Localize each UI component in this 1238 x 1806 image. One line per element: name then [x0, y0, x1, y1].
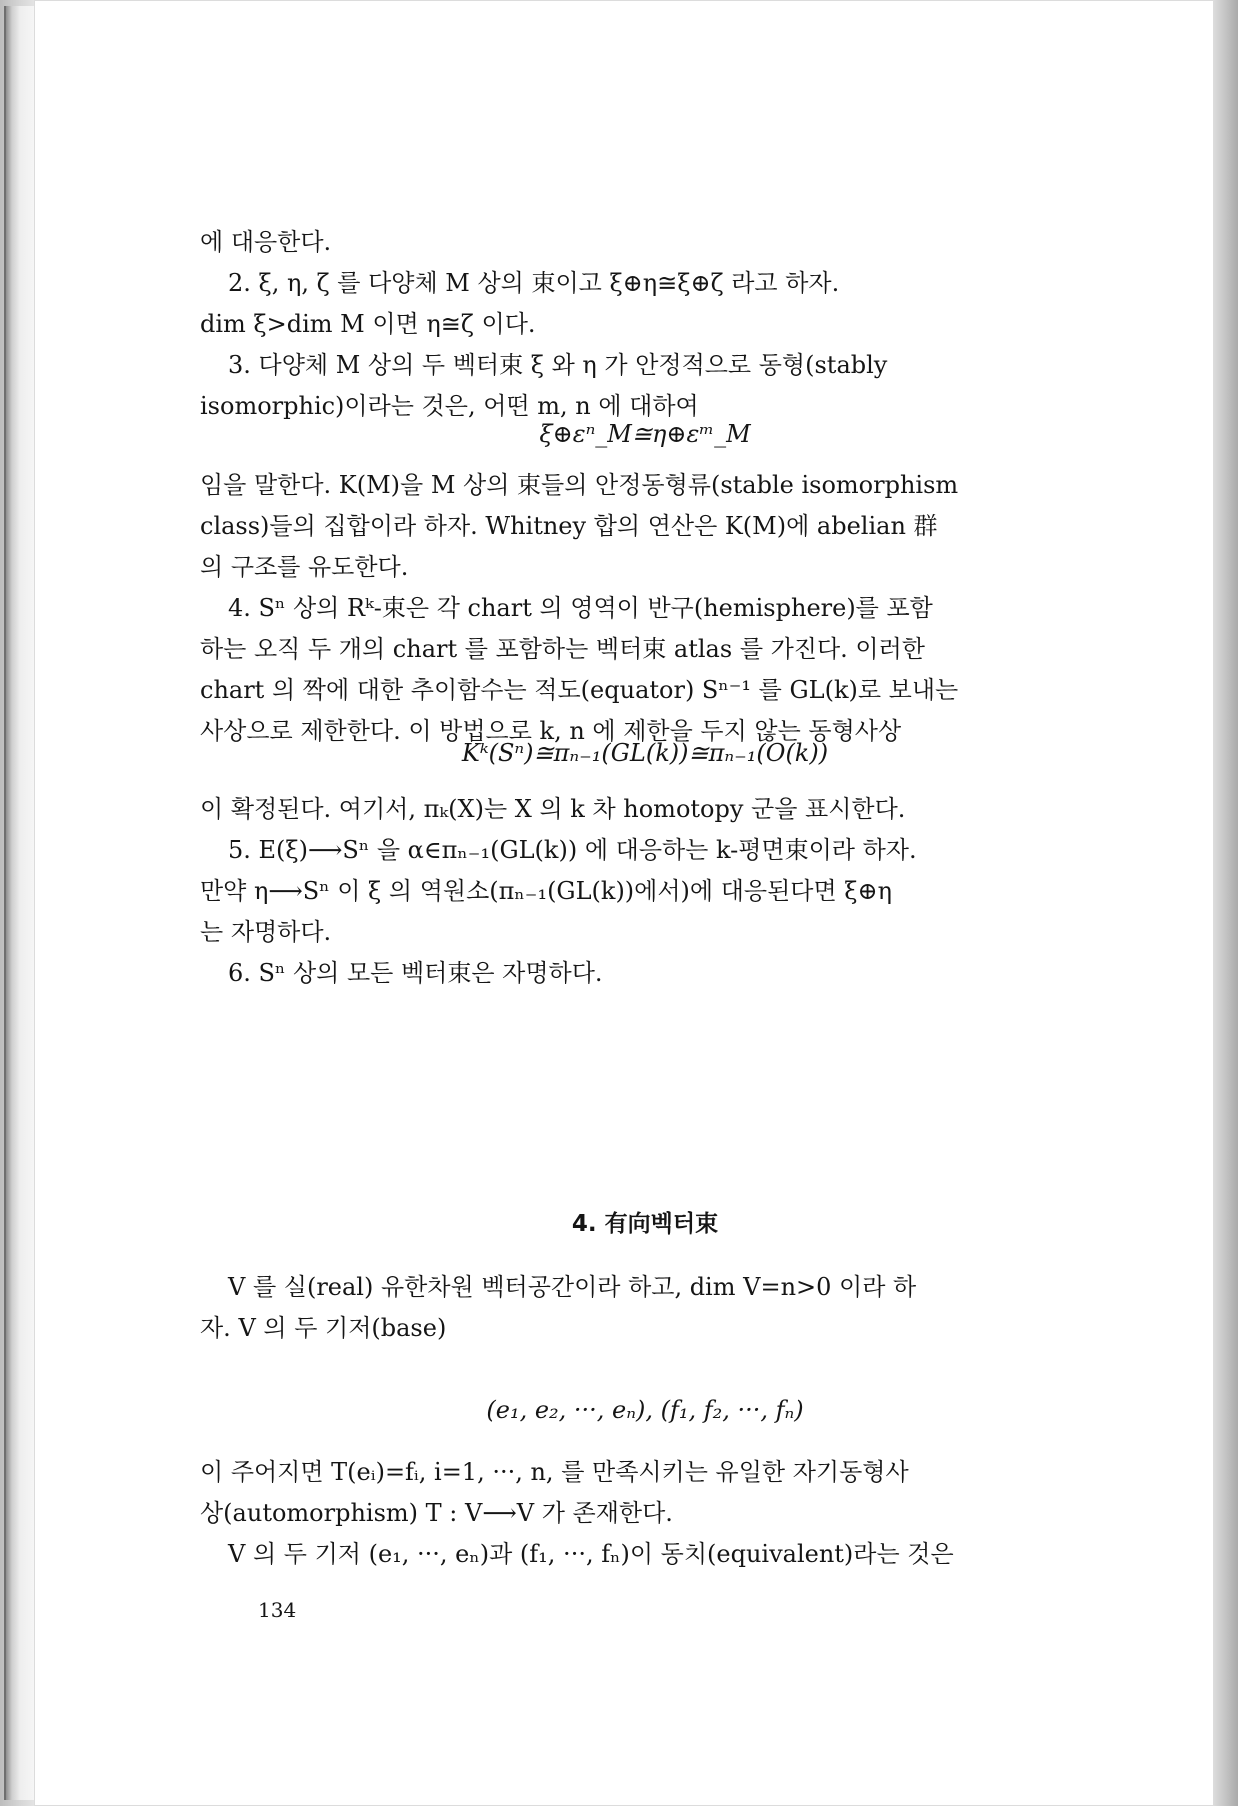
text-line: V 를 실(real) 유한차원 벡터공간이라 하고, dim V=n>0 이라 하: [228, 1273, 917, 1301]
paragraph-block-1: [200, 222, 1090, 427]
paragraph-block-4: [200, 1267, 1090, 1349]
text-line: 에 대응한다.: [200, 228, 332, 256]
text-line: 는 자명하다.: [200, 918, 332, 946]
text-line: class)들의 집합이라 하자. Whitney 합의 연산은 K(M)에 abelian 群: [200, 512, 938, 540]
text-line: dim ξ>dim M 이면 η≅ζ 이다.: [200, 310, 536, 338]
equation-block-2: [200, 733, 1090, 774]
equation: ξ⊕εⁿ_M≅η⊕εᵐ_M: [539, 420, 751, 448]
text-line: V 의 두 기저 (e₁, ···, eₙ)과 (f₁, ···, fₙ)이 동치(equivalent)라는 것은: [228, 1540, 954, 1568]
equation-block-3: [200, 1390, 1090, 1431]
text-line: 임을 말한다. K(M)을 M 상의 束들의 안정동형류(stable isomorphism: [200, 471, 959, 499]
paragraph-block-5: [200, 1452, 1090, 1575]
section-title: 4. 有向벡터束: [571, 1211, 719, 1237]
equation: Kᵏ(Sⁿ)≅πₙ₋₁(GL(k))≅πₙ₋₁(O(k)): [461, 739, 829, 767]
paragraph-block-3: [200, 789, 1090, 994]
text-line: 자. V 의 두 기저(base): [200, 1314, 447, 1342]
text-line: 만약 η⟶Sⁿ 이 ξ 의 역원소(πₙ₋₁(GL(k))에서)에 대응된다면 ξ⊕η: [200, 877, 892, 905]
text-line: 5. E(ξ)⟶Sⁿ 을 α∈πₙ₋₁(GL(k)) 에 대응하는 k-평면束이라 하자.: [228, 836, 917, 864]
text-line: chart 의 짝에 대한 추이함수는 적도(equator) Sⁿ⁻¹ 를 GL(k)로 보내는: [200, 676, 959, 704]
text-line: 이 주어지면 T(eᵢ)=fᵢ, i=1, ···, n, 를 만족시키는 유일한 자기동형사: [200, 1458, 909, 1486]
text-line: 하는 오직 두 개의 chart 를 포함하는 벡터束 atlas 를 가진다. 이러한: [200, 635, 925, 663]
paragraph-block-2: [200, 465, 1090, 752]
text-line: 2. ξ, η, ζ 를 다양체 M 상의 束이고 ξ⊕η≅ξ⊕ζ 라고 하자.: [228, 269, 840, 297]
text-line: 상(automorphism) T : V⟶V 가 존재한다.: [200, 1499, 673, 1527]
text-line: isomorphic)이라는 것은, 어떤 m, n 에 대하여: [200, 392, 699, 420]
text-line: 6. Sⁿ 상의 모든 벡터束은 자명하다.: [228, 959, 603, 987]
equation-block-1: [200, 414, 1090, 455]
equation: (e₁, e₂, ···, eₙ), (f₁, f₂, ···, fₙ): [486, 1396, 804, 1424]
text-line: 3. 다양체 M 상의 두 벡터束 ξ 와 η 가 안정적으로 동형(stably: [228, 351, 888, 379]
book-page: [34, 0, 1214, 1806]
text-line: 이 확정된다. 여기서, πₖ(X)는 X 의 k 차 homotopy 군을 표시한다.: [200, 795, 906, 823]
text-line: 사상으로 제한한다. 이 방법으로 k, n 에 제한을 두지 않는 동형사상: [200, 717, 902, 745]
text-line: 4. Sⁿ 상의 Rᵏ-束은 각 chart 의 영역이 반구(hemisphere)를 포함: [228, 594, 933, 622]
book-spine-edge: [4, 6, 36, 1800]
page-number: 134: [258, 1598, 297, 1622]
text-line: 의 구조를 유도한다.: [200, 553, 409, 581]
